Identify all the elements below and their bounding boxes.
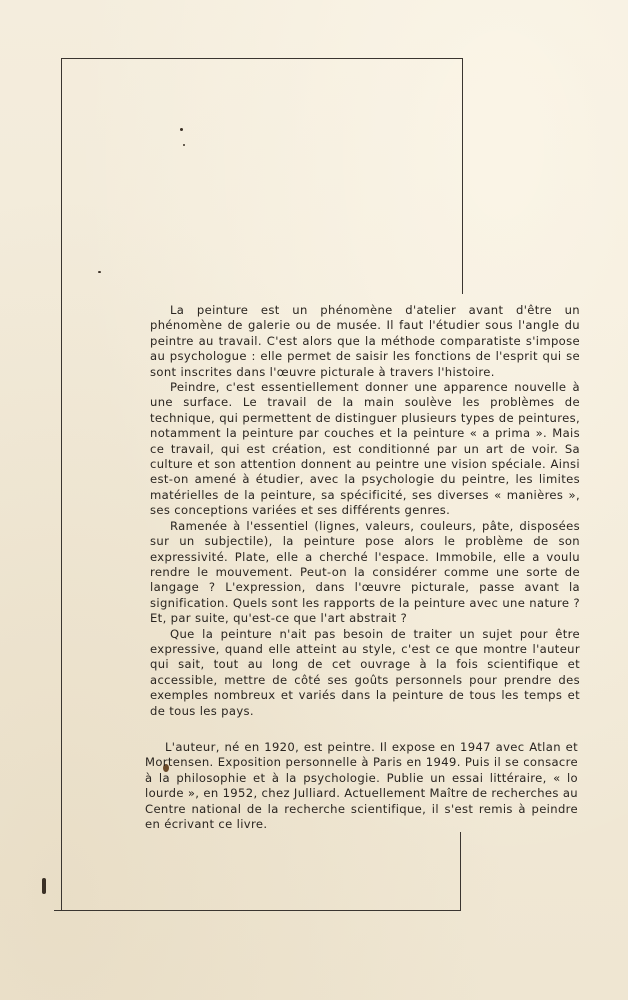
frame-right-lower-line: [460, 832, 461, 910]
paper-mark: [42, 878, 46, 894]
author-bio: [145, 740, 578, 832]
cover-blurb: [150, 303, 580, 719]
blurb-paragraph-4: Que la peinture n'ait pas besoin de traiter un sujet pour être expressive, quand elle atteint au style, c'est ce que montre l'auteur qui sait, tout au long de cet ouvrage à la fois scientifique et accessible, mettre de côté ses goûts personnels pour prendre des exemples nombreux et variés dans la peinture de tous les temps et de tous les pays.: [150, 626, 580, 718]
paper-speck: [180, 128, 183, 131]
frame-left-line: [61, 58, 62, 911]
author-bio-text: L'auteur, né en 1920, est peintre. Il expose en 1947 avec Atlan et Mortensen. Exposition personnelle à Paris en 1949. Puis il se consacre à la philosophie et à la psychologie. Publie un essai littéraire, « lo lourde », en 1952, chez Julliard. Actuellement Maître de recherches au Centre national de la recherche scientifique, il s'est remis à peindre en écrivant ce livre.: [145, 740, 578, 832]
frame-bottom-line: [54, 910, 461, 911]
blurb-paragraph-1: La peinture est un phénomène d'atelier avant d'être un phénomène de galerie ou de musée. Il faut l'étudier sous l'angle du peintre au travail. C'est alors que la méthode comparatiste s'impose au psychologue : elle permet de saisir les fonctions de l'esprit qui se sont inscrites dans l'œuvre picturale à travers l'histoire.: [150, 303, 580, 379]
blurb-paragraph-2: Peindre, c'est essentiellement donner une apparence nouvelle à une surface. Le travail de la main soulève les problèmes de technique, qui permettent de distinguer plusieurs types de peintures, notamment la peinture par couches et la peinture « a prima ». Mais ce travail, qui est création, est conditionné par un art de voir. Sa culture et son attention donnent au peintre une vision spéciale. Ainsi est-on amené à étudier, avec la psychologie du peintre, les limites matérielles de la peinture, sa spécificité, ses diverses « manières », ses conceptions variées et ses différents genres.: [150, 380, 580, 518]
paper-speck: [98, 271, 101, 273]
paper-speck: [183, 144, 185, 146]
frame-right-upper-line: [462, 58, 463, 294]
blurb-paragraph-3: Ramenée à l'essentiel (lignes, valeurs, couleurs, pâte, disposées sur un subjectile), la peinture pose alors le problème de son expressivité. Plate, elle a cherché l'espace. Immobile, elle a voulu rendre le mouvement. Peut-on la considérer comme une sorte de langage ? L'expression, dans l'œuvre picturale, passe avant la signification. Quels sont les rapports de la peinture avec une nature ? Et, par suite, qu'est-ce que l'art abstrait ?: [150, 518, 580, 626]
frame-top-line: [61, 58, 463, 59]
